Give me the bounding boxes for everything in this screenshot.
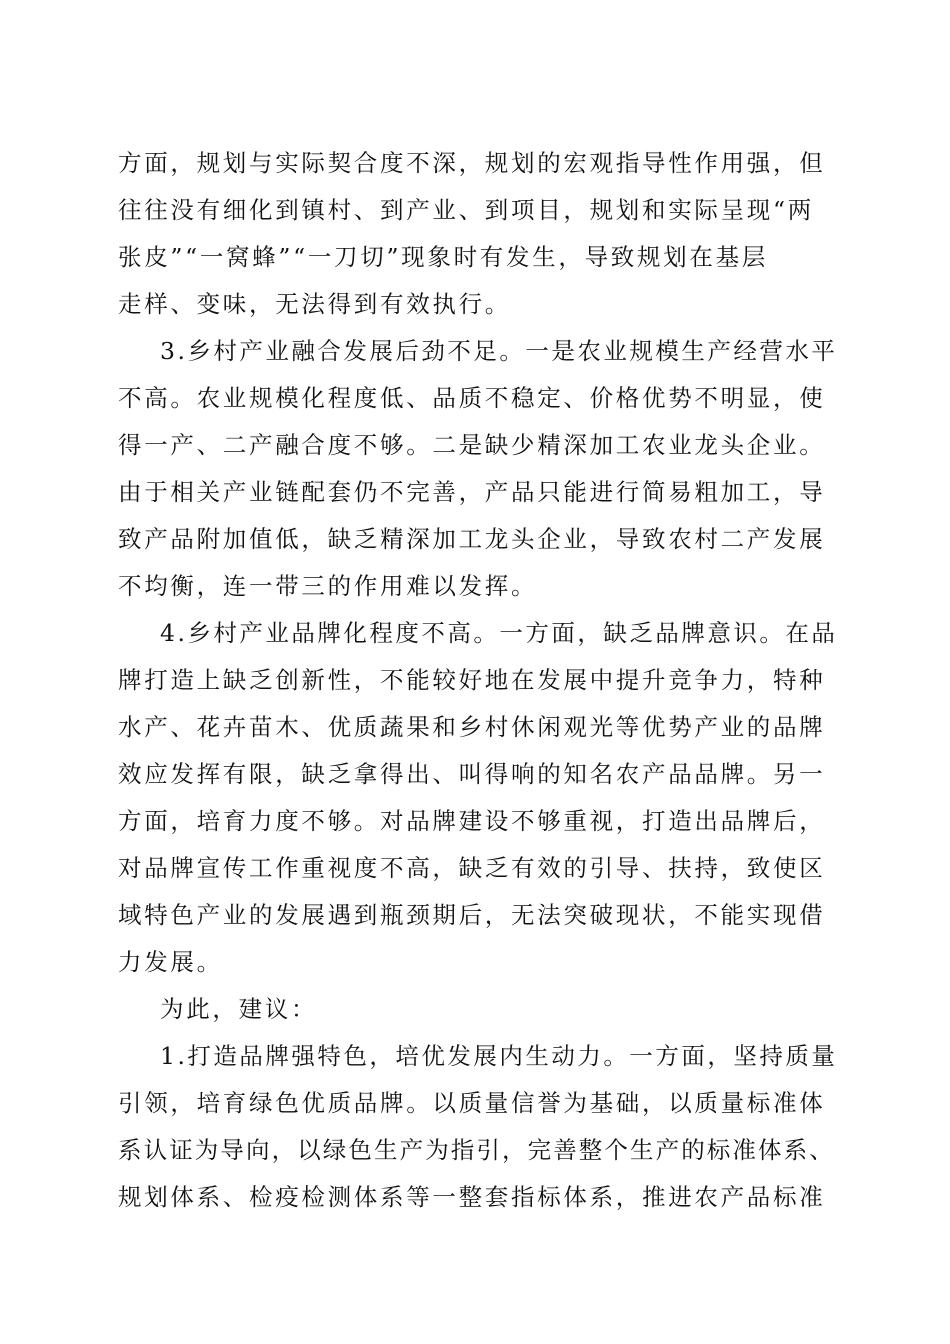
text-line: 方面，规划与实际契合度不深，规划的宏观指导性作用强，但 (118, 149, 826, 177)
text-line: 不均衡，连一带三的作用难以发挥。 (118, 572, 538, 600)
text-line: 往往没有细化到镇村、到产业、到项目，规划和实际呈现“两 (118, 196, 814, 224)
text-line: 效应发挥有限，缺乏拿得出、叫得响的知名农产品品牌。另一 (118, 760, 826, 788)
text-line: 不高。农业规模化程度低、品质不稳定、价格优势不明显，使 (118, 384, 826, 412)
text-line: 引领，培育绿色优质品牌。以质量信誉为基础，以质量标准体 (118, 1089, 826, 1117)
text-line: 域特色产业的发展遇到瓶颈期后，无法突破现状，不能实现借 (118, 901, 826, 929)
text-line: 牌打造上缺乏创新性，不能较好地在发展中提升竞争力，特种 (118, 666, 826, 694)
text-line: 致产品附加值低，缺乏精深加工龙头企业，导致农村二产发展 (118, 525, 826, 553)
text-line: 张皮”“一窝蜂”“一刀切”现象时有发生，导致规划在基层 (118, 243, 768, 271)
text-line: 水产、花卉苗木、优质蔬果和乡村休闲观光等优势产业的品牌 (118, 713, 826, 741)
text-line: 对品牌宣传工作重视度不高，缺乏有效的引导、扶持，致使区 (118, 854, 826, 882)
text-line: 得一产、二产融合度不够。二是缺少精深加工农业龙头企业。 (118, 431, 826, 459)
text-line: 方面，培育力度不够。对品牌建设不够重视，打造出品牌后， (118, 807, 826, 835)
paragraph-heading-3: 3.乡村产业融合发展后劲不足。一是农业规模生产经营水平 (160, 337, 838, 365)
recommendation-intro: 为此，建议： (160, 995, 318, 1023)
paragraph-heading-1: 1.打造品牌强特色，培优发展内生动力。一方面，坚持质量 (160, 1042, 838, 1070)
text-line: 系认证为导向，以绿色生产为指引，完善整个生产的标准体系、 (118, 1136, 835, 1164)
text-line: 走样、变味，无法得到有效执行。 (118, 290, 511, 318)
paragraph-heading-4: 4.乡村产业品牌化程度不高。一方面，缺乏品牌意识。在品 (160, 619, 838, 647)
text-line: 规划体系、检疫检测体系等一整套指标体系，推进农产品标准 (118, 1183, 826, 1211)
text-line: 力发展。 (118, 948, 223, 976)
text-line: 由于相关产业链配套仍不完善，产品只能进行简易粗加工，导 (118, 478, 826, 506)
